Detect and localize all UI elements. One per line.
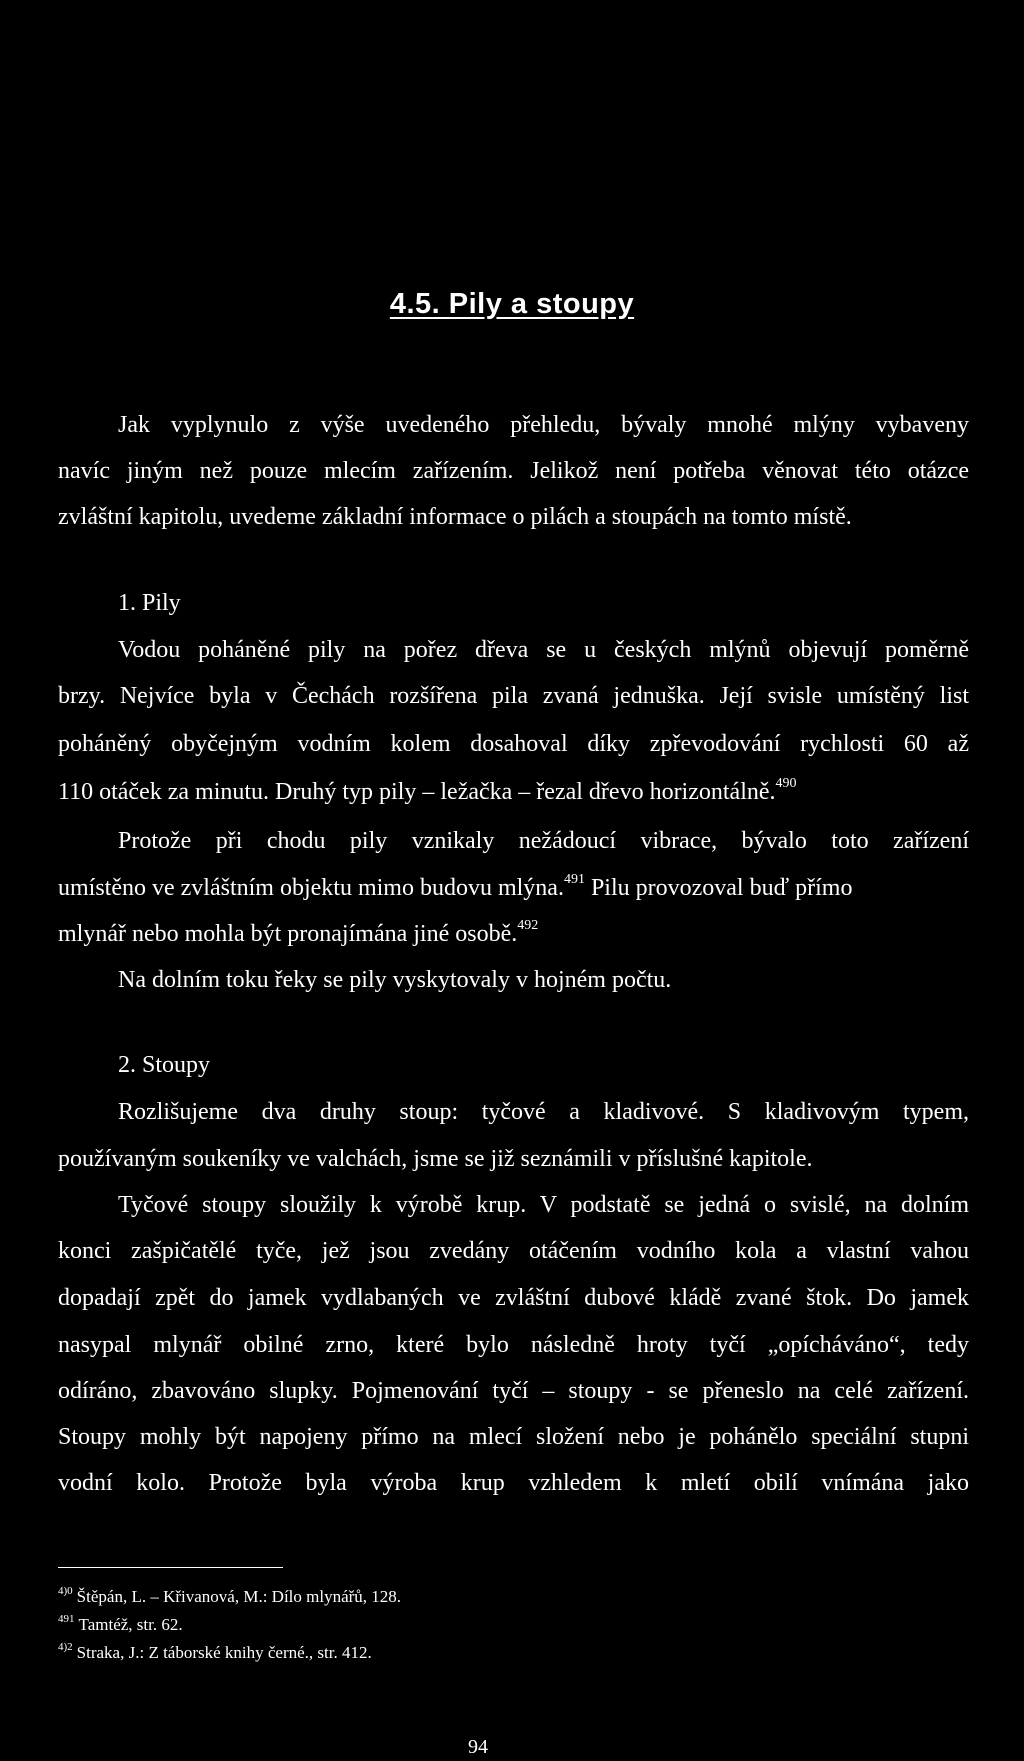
stoupy-line-4: konci zašpičatělé tyče, jež jsou zvedány otáčením vodního kola a vlastní vahou (58, 1238, 969, 1264)
footnote-mark-491: 491 (58, 1613, 75, 1625)
footnote-mark-490: 4)0 (58, 1585, 73, 1597)
stoupy-line-5: dopadají zpět do jamek vydlabaných ve zvláštní dubové kládě zvané štok. Do jamek (58, 1285, 969, 1311)
intro-line-3: zvláštní kapitolu, uvedeme základní informace o pilách a stoupách na tomto místě. (58, 504, 852, 530)
pily-line-7 (58, 919, 969, 949)
stoupy-line-3: Tyčové stoupy sloužily k výrobě krup. V podstatě se jedná o svislé, na dolním (118, 1192, 969, 1218)
pily-line-6-text: umístěno ve zvláštním objektu mimo budovu mlýna. (58, 875, 564, 901)
footnote-mark-492: 4)2 (58, 1641, 73, 1653)
stoupy-line-6: nasypal mlynář obilné zrno, které bylo následně hroty tyčí „opícháváno“, tedy (58, 1332, 969, 1358)
footnote-490 (58, 1586, 958, 1608)
pily-line-4 (58, 777, 969, 807)
pily-line-6-tail: Pilu provozoval buď přímo (584, 875, 853, 901)
pily-line-7-text: mlynář nebo mohla být pronajímána jiné osobě. (58, 921, 518, 947)
stoupy-line-9: vodní kolo. Protože byla výroba krup vzhledem k mletí obilí vnímána jako (58, 1470, 969, 1496)
footnote-text-492: Straka, J.: Z táborské knihy černé., str. 412. (76, 1643, 372, 1662)
intro-line-2: navíc jiným než pouze mlecím zařízením. Jelikož není potřeba věnovat této otázce (58, 458, 969, 484)
footnote-ref-492[interactable]: 492 (517, 918, 539, 933)
subsection-heading-pily: 1. Pily (118, 590, 181, 616)
footnote-ref-490[interactable]: 490 (775, 776, 797, 791)
section-title: 4.5. Pily a stoupy (389, 288, 635, 320)
footnote-491 (58, 1614, 958, 1636)
stoupy-line-1: Rozlišujeme dva druhy stoup: tyčové a kladivové. S kladivovým typem, (118, 1099, 969, 1125)
footnote-text-491: Tamtéž, str. 62. (78, 1615, 183, 1634)
intro-line-1: Jak vyplynulo z výše uvedeného přehledu, bývaly mnohé mlýny vybaveny (118, 412, 969, 438)
pily-line-1: Vodou poháněné pily na pořez dřeva se u českých mlýnů objevují poměrně (118, 637, 969, 663)
stoupy-line-2: používaným soukeníky ve valchách, jsme se již seznámili v příslušné kapitole. (58, 1146, 813, 1172)
stoupy-line-7: odíráno, zbavováno slupky. Pojmenování tyčí – stoupy - se přeneslo na celé zařízení. (58, 1378, 969, 1404)
pily-line-5: Protože při chodu pily vznikaly nežádoucí vibrace, bývalo toto zařízení (118, 828, 969, 854)
pily-line-3: poháněný obyčejným vodním kolem dosahoval díky zpřevodování rychlosti 60 až (58, 731, 969, 757)
footnote-ref-491[interactable]: 491 (563, 872, 585, 887)
pily-line-6 (58, 873, 969, 903)
page-number: 94 (468, 1736, 488, 1758)
subsection-heading-stoupy: 2. Stoupy (118, 1052, 211, 1078)
pily-line-8: Na dolním toku řeky se pily vyskytovaly v hojném počtu. (118, 967, 672, 993)
footnote-text-490: Štěpán, L. – Křivanová, M.: Dílo mlynářů, 128. (76, 1587, 402, 1606)
pily-line-2: brzy. Nejvíce byla v Čechách rozšířena pila zvaná jednuška. Její svisle umístěný list (58, 683, 969, 709)
footnote-492 (58, 1642, 958, 1664)
footnote-separator (58, 1567, 283, 1568)
pily-line-4-text: 110 otáček za minutu. Druhý typ pily – ležačka – řezal dřevo horizontálně. (58, 779, 776, 805)
stoupy-line-8: Stoupy mohly být napojeny přímo na mlecí složení nebo je pohánělo speciální stupni (58, 1424, 969, 1450)
